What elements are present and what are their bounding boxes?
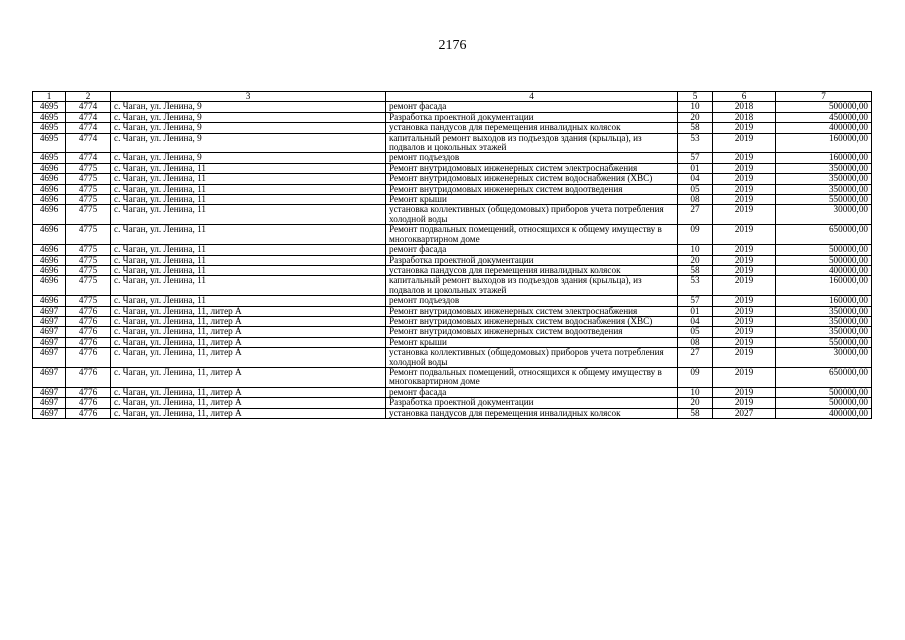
row-id-cell: 4696: [33, 245, 66, 255]
address-cell: с. Чаган, ул. Ленина, 11: [111, 184, 386, 194]
year-cell: 2019: [713, 296, 776, 306]
table-row: [33, 174, 872, 184]
cost-cell: 400000,00: [776, 123, 872, 133]
cost-cell: 30000,00: [776, 205, 872, 225]
cost-cell: 500000,00: [776, 255, 872, 265]
house-id-cell: 4776: [66, 387, 111, 397]
page-number: 2176: [438, 38, 467, 53]
work-code-cell: 09: [678, 225, 713, 245]
work-type-cell: Ремонт подвальных помещений, относящихся к общему имуществу в многоквартирном доме: [386, 225, 678, 245]
address-cell: с. Чаган, ул. Ленина, 11: [111, 225, 386, 245]
row-id-cell: 4696: [33, 184, 66, 194]
cost-cell: 160000,00: [776, 133, 872, 153]
address-cell: с. Чаган, ул. Ленина, 11, литер А: [111, 327, 386, 337]
year-cell: 2019: [713, 195, 776, 205]
row-id-cell: 4695: [33, 112, 66, 122]
row-id-cell: 4696: [33, 225, 66, 245]
address-cell: с. Чаган, ул. Ленина, 11, литер А: [111, 387, 386, 397]
address-cell: с. Чаган, ул. Ленина, 11, литер А: [111, 398, 386, 408]
address-cell: с. Чаган, ул. Ленина, 11: [111, 163, 386, 173]
table-row: [33, 184, 872, 194]
column-header: 3: [111, 92, 386, 102]
address-cell: с. Чаган, ул. Ленина, 11: [111, 205, 386, 225]
row-id-cell: 4696: [33, 296, 66, 306]
work-type-cell: Разработка проектной документации: [386, 112, 678, 122]
row-id-cell: 4696: [33, 205, 66, 225]
work-code-cell: 05: [678, 327, 713, 337]
work-code-cell: 09: [678, 367, 713, 387]
address-cell: с. Чаган, ул. Ленина, 11, литер А: [111, 337, 386, 347]
house-id-cell: 4775: [66, 225, 111, 245]
house-id-cell: 4775: [66, 265, 111, 275]
cost-cell: 500000,00: [776, 387, 872, 397]
table-row: [33, 337, 872, 347]
address-cell: с. Чаган, ул. Ленина, 11: [111, 276, 386, 296]
house-id-cell: 4774: [66, 112, 111, 122]
cost-cell: 400000,00: [776, 265, 872, 275]
year-cell: 2019: [713, 184, 776, 194]
table-header-row: [33, 92, 872, 102]
year-cell: 2019: [713, 367, 776, 387]
row-id-cell: 4697: [33, 367, 66, 387]
work-type-cell: Ремонт крыши: [386, 195, 678, 205]
row-id-cell: 4696: [33, 163, 66, 173]
work-type-cell: ремонт фасада: [386, 245, 678, 255]
cost-cell: 650000,00: [776, 367, 872, 387]
row-id-cell: 4696: [33, 195, 66, 205]
table-row: [33, 387, 872, 397]
work-type-cell: Ремонт внутридомовых инженерных систем электроснабжения: [386, 163, 678, 173]
house-id-cell: 4775: [66, 163, 111, 173]
row-id-cell: 4695: [33, 123, 66, 133]
address-cell: с. Чаган, ул. Ленина, 11, литер А: [111, 316, 386, 326]
address-cell: с. Чаган, ул. Ленина, 11: [111, 174, 386, 184]
cost-cell: 350000,00: [776, 174, 872, 184]
row-id-cell: 4697: [33, 348, 66, 368]
work-code-cell: 08: [678, 337, 713, 347]
house-id-cell: 4774: [66, 133, 111, 153]
year-cell: 2027: [713, 408, 776, 418]
house-id-cell: 4776: [66, 348, 111, 368]
column-header: 2: [66, 92, 111, 102]
row-id-cell: 4696: [33, 174, 66, 184]
work-type-cell: установка коллективных (общедомовых) приборов учета потребления холодной воды: [386, 205, 678, 225]
work-code-cell: 05: [678, 184, 713, 194]
year-cell: 2018: [713, 102, 776, 112]
address-cell: с. Чаган, ул. Ленина, 11: [111, 195, 386, 205]
row-id-cell: 4697: [33, 398, 66, 408]
year-cell: 2019: [713, 265, 776, 275]
row-id-cell: 4696: [33, 255, 66, 265]
work-type-cell: Ремонт внутридомовых инженерных систем водоотведения: [386, 184, 678, 194]
work-type-cell: Ремонт внутридомовых инженерных систем водоснабжения (ХВС): [386, 316, 678, 326]
work-code-cell: 58: [678, 265, 713, 275]
cost-cell: 350000,00: [776, 316, 872, 326]
address-cell: с. Чаган, ул. Ленина, 11: [111, 245, 386, 255]
year-cell: 2019: [713, 123, 776, 133]
row-id-cell: 4697: [33, 306, 66, 316]
house-id-cell: 4775: [66, 255, 111, 265]
work-code-cell: 04: [678, 316, 713, 326]
year-cell: 2019: [713, 387, 776, 397]
address-cell: с. Чаган, ул. Ленина, 11, литер А: [111, 306, 386, 316]
table-row: [33, 327, 872, 337]
house-id-cell: 4774: [66, 153, 111, 163]
work-code-cell: 58: [678, 123, 713, 133]
cost-cell: 650000,00: [776, 225, 872, 245]
house-id-cell: 4776: [66, 316, 111, 326]
table-row: [33, 306, 872, 316]
cost-cell: 550000,00: [776, 195, 872, 205]
house-id-cell: 4776: [66, 337, 111, 347]
work-code-cell: 20: [678, 255, 713, 265]
year-cell: 2019: [713, 276, 776, 296]
work-type-cell: установка пандусов для перемещения инвалидных колясок: [386, 123, 678, 133]
work-code-cell: 04: [678, 174, 713, 184]
table-row: [33, 205, 872, 225]
repair-schedule-table: [32, 91, 872, 419]
row-id-cell: 4696: [33, 265, 66, 275]
table-row: [33, 133, 872, 153]
address-cell: с. Чаган, ул. Ленина, 11: [111, 296, 386, 306]
work-type-cell: установка пандусов для перемещения инвалидных колясок: [386, 265, 678, 275]
work-code-cell: 53: [678, 133, 713, 153]
table-row: [33, 225, 872, 245]
house-id-cell: 4774: [66, 102, 111, 112]
work-code-cell: 08: [678, 195, 713, 205]
work-code-cell: 58: [678, 408, 713, 418]
year-cell: 2019: [713, 174, 776, 184]
work-type-cell: капитальный ремонт выходов из подъездов здания (крыльца), из подвалов и цокольных этажей: [386, 133, 678, 153]
work-type-cell: установка пандусов для перемещения инвалидных колясок: [386, 408, 678, 418]
row-id-cell: 4697: [33, 408, 66, 418]
column-header: 6: [713, 92, 776, 102]
work-code-cell: 57: [678, 153, 713, 163]
year-cell: 2019: [713, 225, 776, 245]
table-row: [33, 123, 872, 133]
work-type-cell: Разработка проектной документации: [386, 398, 678, 408]
table-row: [33, 245, 872, 255]
house-id-cell: 4775: [66, 245, 111, 255]
column-header: 7: [776, 92, 872, 102]
address-cell: с. Чаган, ул. Ленина, 9: [111, 102, 386, 112]
address-cell: с. Чаган, ул. Ленина, 9: [111, 123, 386, 133]
table-row: [33, 276, 872, 296]
year-cell: 2019: [713, 205, 776, 225]
cost-cell: 400000,00: [776, 408, 872, 418]
cost-cell: 500000,00: [776, 398, 872, 408]
year-cell: 2019: [713, 327, 776, 337]
work-type-cell: установка коллективных (общедомовых) приборов учета потребления холодной воды: [386, 348, 678, 368]
cost-cell: 450000,00: [776, 112, 872, 122]
work-type-cell: Ремонт внутридомовых инженерных систем электроснабжения: [386, 306, 678, 316]
table-row: [33, 408, 872, 418]
table-row: [33, 367, 872, 387]
table-row: [33, 348, 872, 368]
year-cell: 2019: [713, 133, 776, 153]
house-id-cell: 4774: [66, 123, 111, 133]
table-row: [33, 112, 872, 122]
year-cell: 2019: [713, 255, 776, 265]
table-row: [33, 265, 872, 275]
address-cell: с. Чаган, ул. Ленина, 11, литер А: [111, 367, 386, 387]
year-cell: 2018: [713, 112, 776, 122]
address-cell: с. Чаган, ул. Ленина, 9: [111, 153, 386, 163]
house-id-cell: 4775: [66, 296, 111, 306]
cost-cell: 550000,00: [776, 337, 872, 347]
work-code-cell: 20: [678, 112, 713, 122]
work-type-cell: Ремонт внутридомовых инженерных систем водоснабжения (ХВС): [386, 174, 678, 184]
work-code-cell: 57: [678, 296, 713, 306]
house-id-cell: 4776: [66, 367, 111, 387]
row-id-cell: 4695: [33, 102, 66, 112]
house-id-cell: 4776: [66, 398, 111, 408]
column-header: 5: [678, 92, 713, 102]
work-type-cell: Ремонт внутридомовых инженерных систем водоотведения: [386, 327, 678, 337]
table-row: [33, 153, 872, 163]
address-cell: с. Чаган, ул. Ленина, 11: [111, 265, 386, 275]
work-code-cell: 27: [678, 348, 713, 368]
cost-cell: 350000,00: [776, 306, 872, 316]
table-row: [33, 398, 872, 408]
table-row: [33, 102, 872, 112]
work-type-cell: Ремонт подвальных помещений, относящихся к общему имуществу в многоквартирном доме: [386, 367, 678, 387]
row-id-cell: 4697: [33, 337, 66, 347]
year-cell: 2019: [713, 153, 776, 163]
address-cell: с. Чаган, ул. Ленина, 11: [111, 255, 386, 265]
year-cell: 2019: [713, 163, 776, 173]
work-type-cell: Ремонт крыши: [386, 337, 678, 347]
row-id-cell: 4696: [33, 276, 66, 296]
house-id-cell: 4775: [66, 205, 111, 225]
work-code-cell: 20: [678, 398, 713, 408]
year-cell: 2019: [713, 337, 776, 347]
work-code-cell: 27: [678, 205, 713, 225]
cost-cell: 500000,00: [776, 245, 872, 255]
work-type-cell: ремонт подъездов: [386, 296, 678, 306]
table-row: [33, 316, 872, 326]
year-cell: 2019: [713, 348, 776, 368]
row-id-cell: 4697: [33, 316, 66, 326]
work-type-cell: Разработка проектной документации: [386, 255, 678, 265]
work-code-cell: 10: [678, 102, 713, 112]
column-header: 4: [386, 92, 678, 102]
work-code-cell: 01: [678, 306, 713, 316]
cost-cell: 350000,00: [776, 327, 872, 337]
cost-cell: 350000,00: [776, 163, 872, 173]
work-type-cell: ремонт подъездов: [386, 153, 678, 163]
year-cell: 2019: [713, 398, 776, 408]
address-cell: с. Чаган, ул. Ленина, 9: [111, 133, 386, 153]
work-code-cell: 01: [678, 163, 713, 173]
house-id-cell: 4776: [66, 306, 111, 316]
address-cell: с. Чаган, ул. Ленина, 9: [111, 112, 386, 122]
house-id-cell: 4776: [66, 408, 111, 418]
address-cell: с. Чаган, ул. Ленина, 11, литер А: [111, 408, 386, 418]
work-type-cell: ремонт фасада: [386, 102, 678, 112]
table-row: [33, 255, 872, 265]
cost-cell: 500000,00: [776, 102, 872, 112]
column-header: 1: [33, 92, 66, 102]
row-id-cell: 4697: [33, 327, 66, 337]
table-row: [33, 195, 872, 205]
cost-cell: 160000,00: [776, 153, 872, 163]
table-row: [33, 163, 872, 173]
row-id-cell: 4695: [33, 133, 66, 153]
house-id-cell: 4775: [66, 174, 111, 184]
table-row: [33, 296, 872, 306]
year-cell: 2019: [713, 316, 776, 326]
row-id-cell: 4697: [33, 387, 66, 397]
year-cell: 2019: [713, 306, 776, 316]
house-id-cell: 4775: [66, 276, 111, 296]
work-type-cell: капитальный ремонт выходов из подъездов здания (крыльца), из подвалов и цокольных этажей: [386, 276, 678, 296]
year-cell: 2019: [713, 245, 776, 255]
row-id-cell: 4695: [33, 153, 66, 163]
cost-cell: 30000,00: [776, 348, 872, 368]
work-code-cell: 10: [678, 387, 713, 397]
work-type-cell: ремонт фасада: [386, 387, 678, 397]
cost-cell: 160000,00: [776, 276, 872, 296]
cost-cell: 160000,00: [776, 296, 872, 306]
work-code-cell: 53: [678, 276, 713, 296]
work-code-cell: 10: [678, 245, 713, 255]
cost-cell: 350000,00: [776, 184, 872, 194]
house-id-cell: 4775: [66, 195, 111, 205]
house-id-cell: 4776: [66, 327, 111, 337]
address-cell: с. Чаган, ул. Ленина, 11, литер А: [111, 348, 386, 368]
house-id-cell: 4775: [66, 184, 111, 194]
